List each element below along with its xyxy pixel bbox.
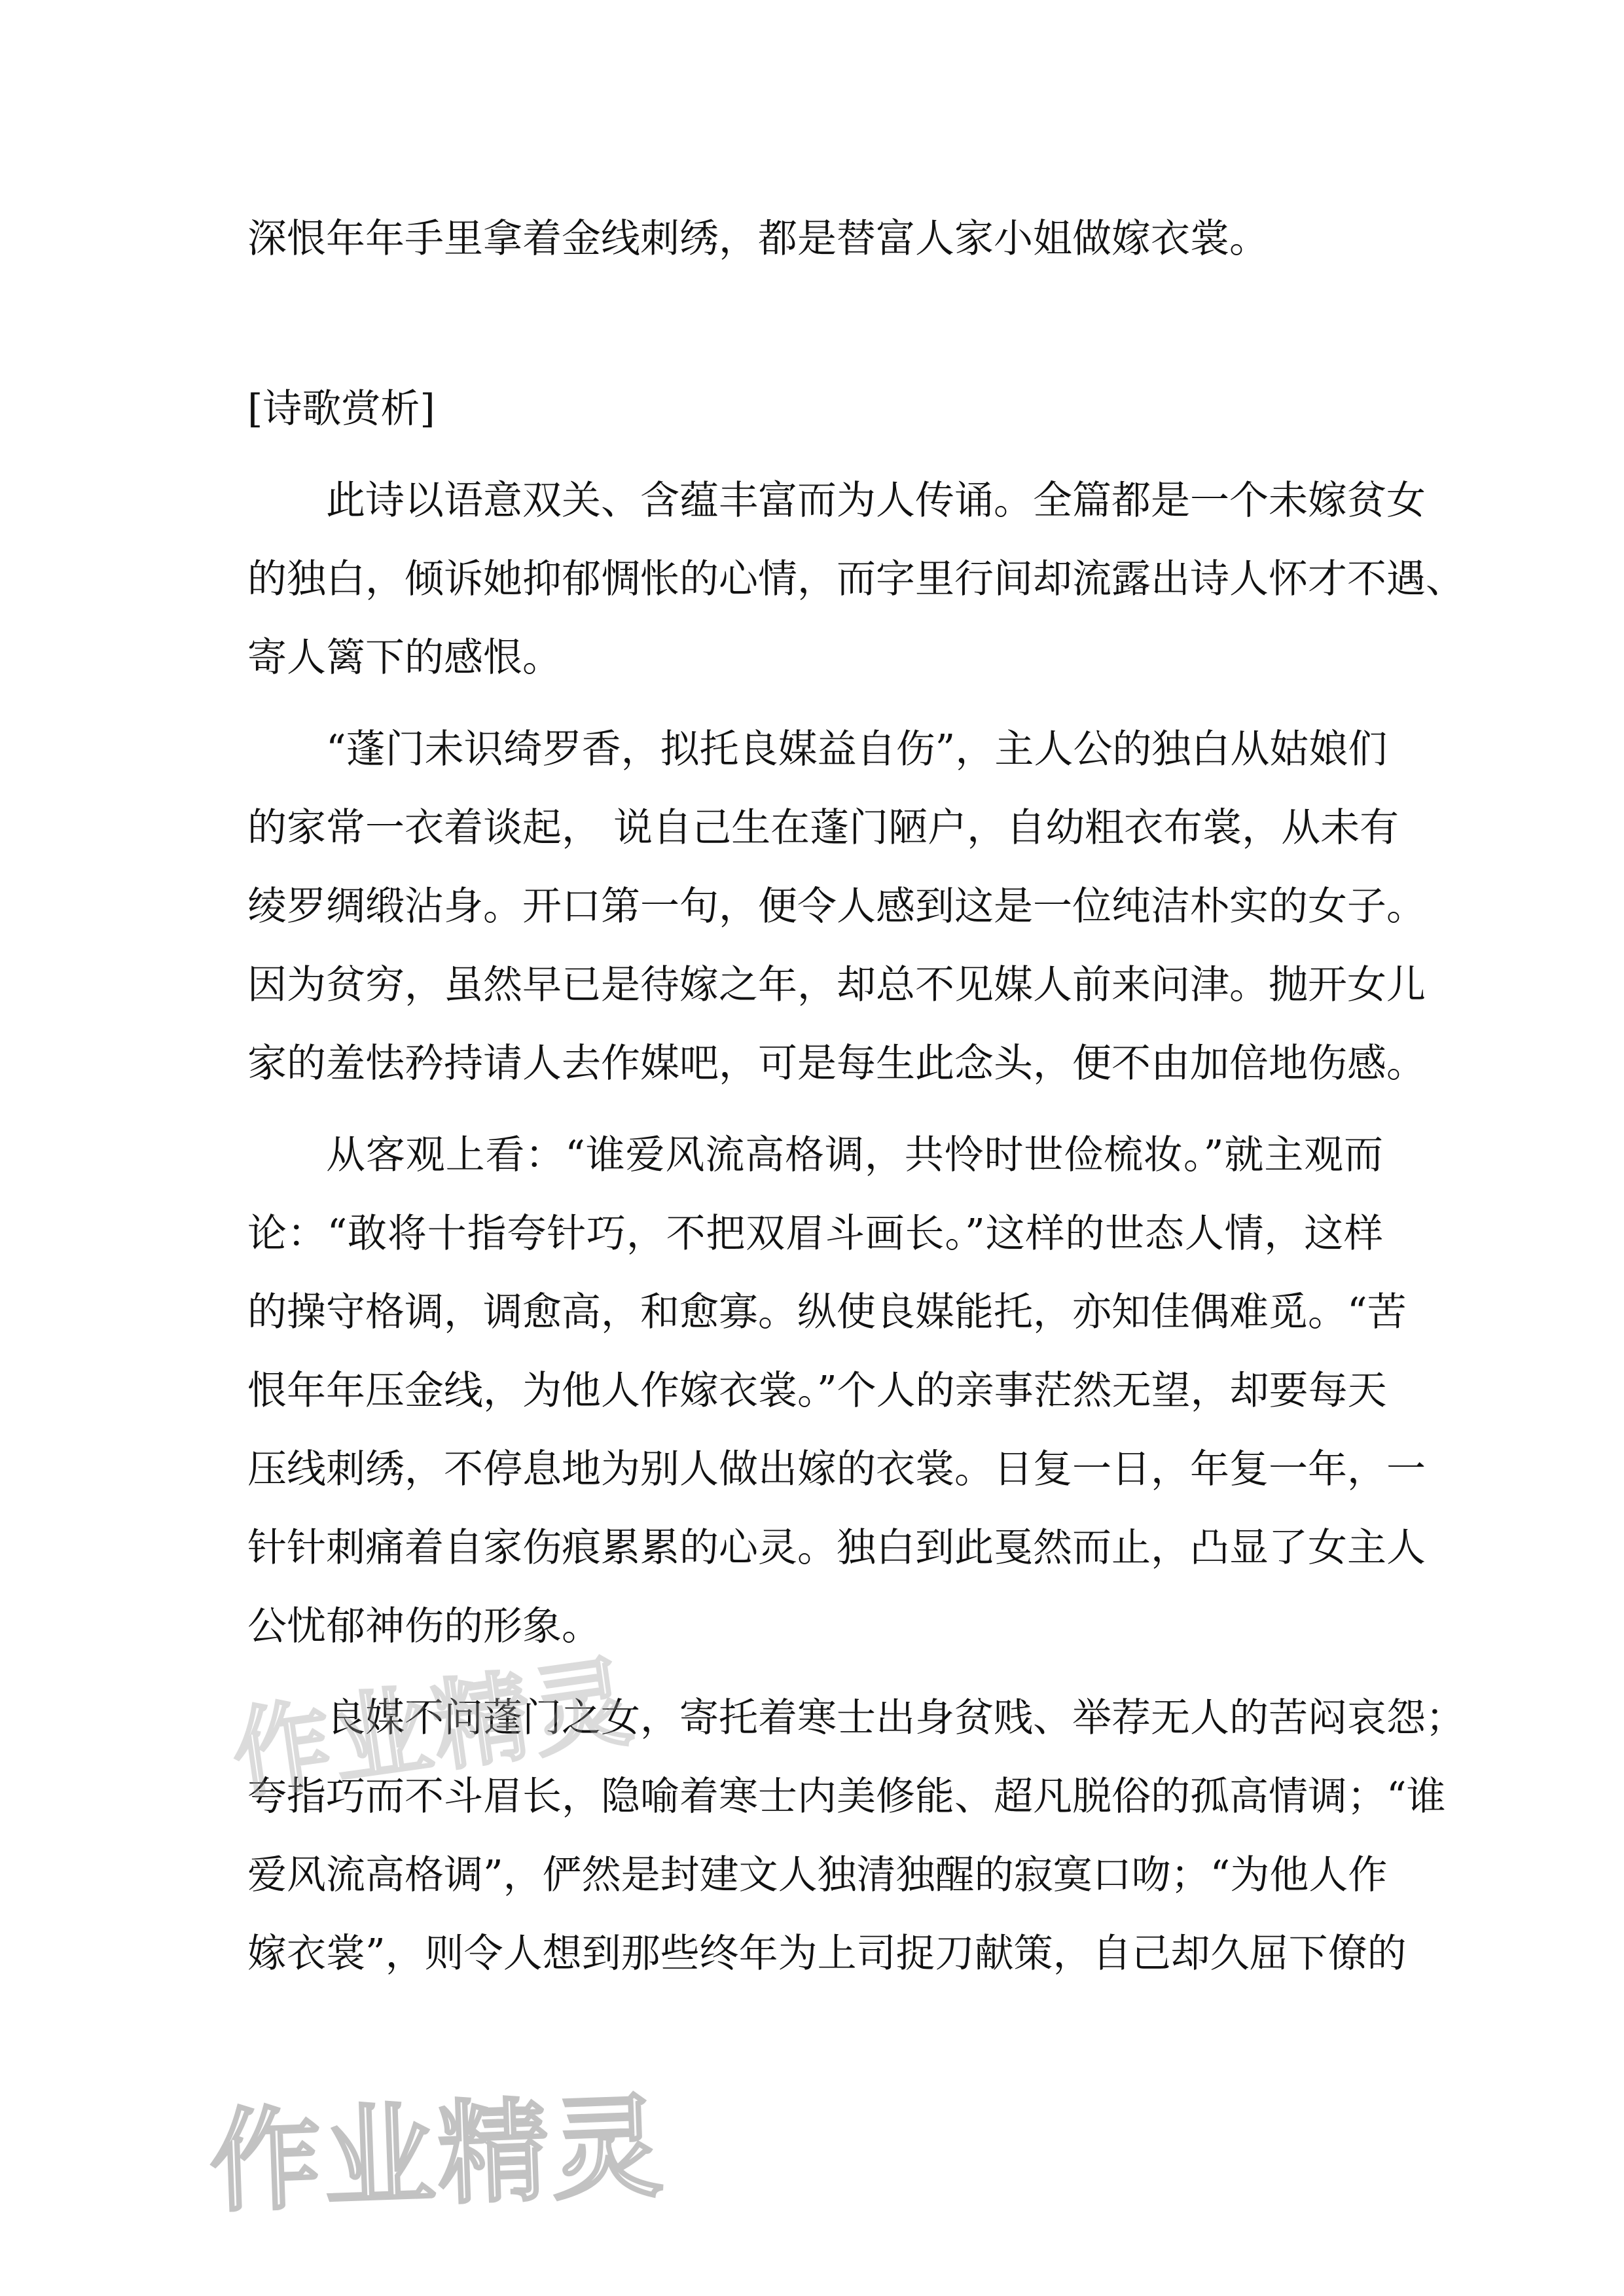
text-line: 因为贫穷，虽然早已是待嫁之年，却总不见媒人前来问津。抛开女儿	[247, 962, 1426, 1008]
text-line: 良媒不问蓬门之女，寄托着寒士出身贫贱、举荐无人的苦闷哀怨；	[326, 1695, 1465, 1741]
text-line: 寄人篱下的感恨。	[247, 635, 562, 681]
text-line: 深恨年年手里拿着金线刺绣，都是替富人家小姐做嫁衣裳。	[247, 216, 1269, 262]
text-line: 从客观上看：“谁爱风流高格调，共怜时世俭梳妆。”就主观而	[326, 1132, 1383, 1178]
text-line: 的独白，倾诉她抑郁惆怅的心情，而字里行间却流露出诗人怀才不遇、	[247, 556, 1465, 602]
text-line: 家的羞怯矜持请人去作媒吧，可是每生此念头，便不由加倍地伤感。	[247, 1041, 1426, 1086]
text-line: 论：“敢将十指夸针巧，不把双眉斗画长。”这样的世态人情，这样	[247, 1211, 1383, 1257]
text-line: 压线刺绣，不停息地为别人做出嫁的衣裳。日复一日，年复一年，一	[247, 1446, 1426, 1492]
text-line: 的家常一衣着谈起， 说自己生在蓬门陋户，自幼粗衣布裳，从未有	[247, 805, 1399, 851]
watermark-logo: 作业精灵	[208, 2082, 668, 2229]
text-line: 针针刺痛着自家伤痕累累的心灵。独白到此戛然而止，凸显了女主人	[247, 1525, 1426, 1571]
text-line: “蓬门未识绮罗香，拟托良媒益自伤”，主人公的独白从姑娘们	[326, 726, 1388, 772]
text-line: 的操守格调，调愈高，和愈寡。纵使良媒能托，亦知佳偶难觅。“苦	[247, 1289, 1407, 1335]
text-line: 公忧郁神伤的形象。	[247, 1604, 601, 1649]
text-line: 爱风流高格调”，俨然是封建文人独清独醒的寂寞口吻；“为他人作	[247, 1852, 1388, 1898]
text-line: 恨年年压金线，为他人作嫁衣裳。”个人的亲事茫然无望，却要每天	[247, 1368, 1387, 1414]
text-line: 夸指巧而不斗眉长，隐喻着寒士内美修能、超凡脱俗的孤高情调；“谁	[247, 1774, 1446, 1820]
section-heading: [诗歌赏析]	[247, 386, 435, 432]
text-line: 嫁衣裳”，则令人想到那些终年为上司捉刀献策，自己却久屈下僚的	[247, 1931, 1407, 1977]
text-line: 此诗以语意双关、含蕴丰富而为人传诵。全篇都是一个未嫁贫女	[326, 478, 1426, 524]
text-line: 绫罗绸缎沾身。开口第一句，便令人感到这是一位纯洁朴实的女子。	[247, 884, 1426, 929]
watermark-logo: 作业精灵	[225, 1644, 641, 1814]
